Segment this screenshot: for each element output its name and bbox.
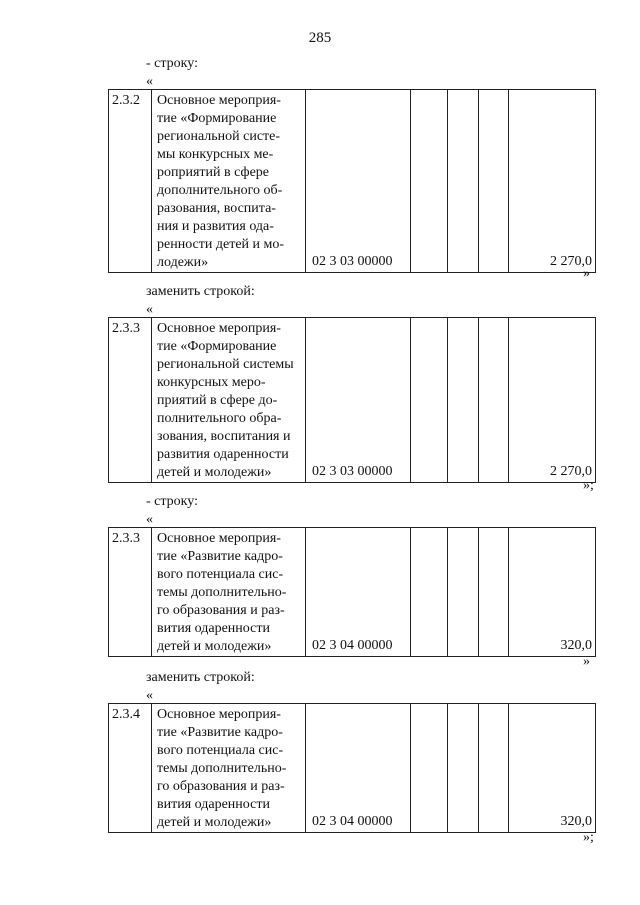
table-row <box>108 703 596 833</box>
close-quote: »; <box>583 830 594 845</box>
empty-cell <box>479 704 509 833</box>
table-row <box>108 89 596 273</box>
empty-cell <box>448 318 479 483</box>
close-quote: » <box>583 654 590 669</box>
open-quote: « <box>146 302 153 317</box>
row-amount: 320,0 <box>509 704 596 833</box>
empty-cell <box>448 528 479 657</box>
row-description: Основное мероприя- тие «Формирование региональной систе- мы конкурсных ме- роприятий в сфере дополнительного об- разования, воспита- ния и развития ода- ренности детей и мо- лодежи» <box>152 90 306 273</box>
row-number: 2.3.2 <box>109 90 152 273</box>
page-number: 285 <box>308 30 332 46</box>
empty-cell <box>448 90 479 273</box>
row-description: Основное мероприя- тие «Развитие кадро- вого потенциала сис- темы дополнительно- го образования и раз- вития одаренности детей и молодежи» <box>152 528 306 657</box>
row-number: 2.3.3 <box>109 318 152 483</box>
instruction-label: - строку: <box>146 494 198 509</box>
instruction-label: заменить строкой: <box>146 670 255 685</box>
table-row <box>108 527 596 657</box>
instruction-label: - строку: <box>146 56 198 71</box>
open-quote: « <box>146 512 153 527</box>
empty-cell <box>448 704 479 833</box>
empty-cell <box>479 318 509 483</box>
row-code: 02 3 04 00000 <box>306 704 411 833</box>
row-amount: 2 270,0 <box>509 90 596 273</box>
row-description: Основное мероприя- тие «Формирование региональной системы конкурсных меро- приятий в сфере до- полнительного обра- зования, воспитания и развития одаренности детей и молодежи» <box>152 318 306 483</box>
open-quote: « <box>146 688 153 703</box>
instruction-label: заменить строкой: <box>146 284 255 299</box>
row-amount: 320,0 <box>509 528 596 657</box>
empty-cell <box>411 90 448 273</box>
close-quote: » <box>583 266 590 281</box>
row-description: Основное мероприя- тие «Развитие кадро- вого потенциала сис- темы дополнительно- го образования и раз- вития одаренности детей и молодежи» <box>152 704 306 833</box>
empty-cell <box>479 528 509 657</box>
close-quote: »; <box>583 478 594 493</box>
open-quote: « <box>146 74 153 89</box>
row-number: 2.3.4 <box>109 704 152 833</box>
empty-cell <box>411 318 448 483</box>
empty-cell <box>411 528 448 657</box>
row-code: 02 3 03 00000 <box>306 90 411 273</box>
empty-cell <box>411 704 448 833</box>
row-code: 02 3 04 00000 <box>306 528 411 657</box>
row-code: 02 3 03 00000 <box>306 318 411 483</box>
row-amount: 2 270,0 <box>509 318 596 483</box>
empty-cell <box>479 90 509 273</box>
row-number: 2.3.3 <box>109 528 152 657</box>
table-row <box>108 317 596 483</box>
